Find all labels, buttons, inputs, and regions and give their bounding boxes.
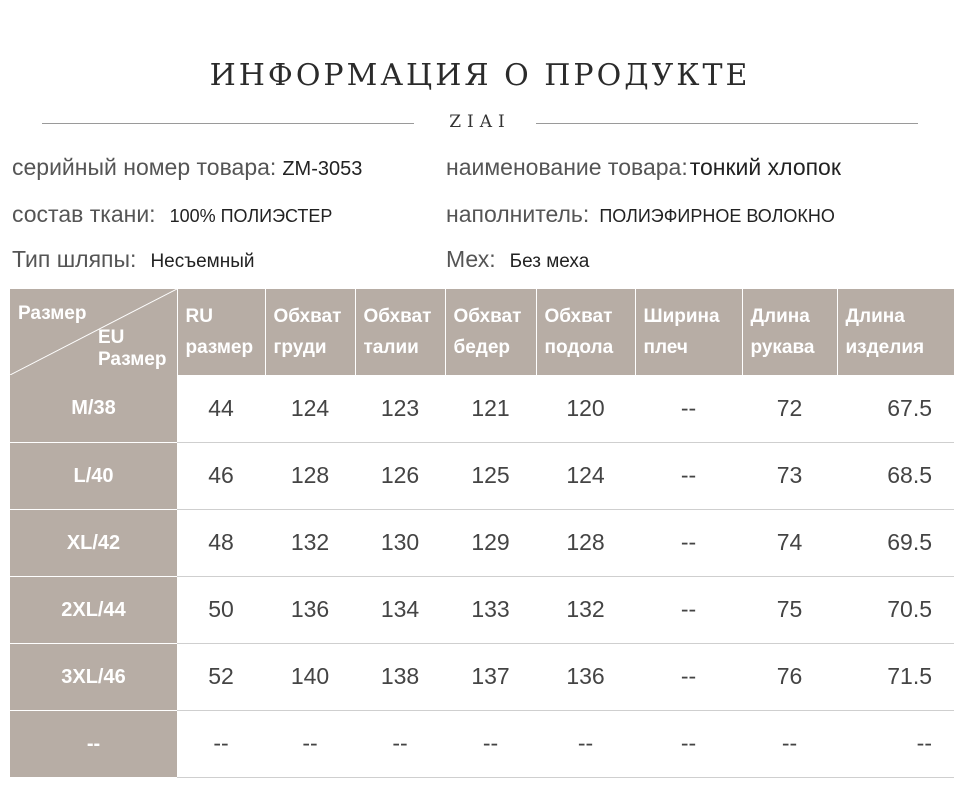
table-cell: 121 — [445, 375, 536, 442]
table-cell: -- — [635, 509, 742, 576]
table-cell: -- — [265, 710, 355, 777]
table-cell: 50 — [177, 576, 265, 643]
table-row — [10, 375, 954, 442]
brand-name: ZIAI — [449, 112, 511, 132]
fur-info — [446, 246, 589, 273]
table-cell: 68.5 — [837, 442, 954, 509]
page-title: ИНФОРМАЦИЯ О ПРОДУКТЕ — [209, 58, 751, 93]
filler-value: ПОЛИЭФИРНОЕ ВОЛОКНО — [599, 206, 835, 226]
header-waist: Обхват талии — [355, 289, 445, 375]
table-cell: -- — [837, 710, 954, 777]
serial-number-label: серийный номер товара: — [12, 154, 277, 180]
row-size: M/38 — [10, 375, 177, 442]
table-cell: 136 — [265, 576, 355, 643]
table-cell: 76 — [742, 643, 837, 710]
table-cell: 71.5 — [837, 643, 954, 710]
table-cell: 140 — [265, 643, 355, 710]
hat-type-label: Тип шляпы: — [12, 246, 137, 272]
table-cell: 124 — [536, 442, 635, 509]
table-cell: 128 — [536, 509, 635, 576]
table-cell: 137 — [445, 643, 536, 710]
header-ru-size: RU размер — [177, 289, 265, 375]
header-hips: Обхват бедер — [445, 289, 536, 375]
row-size: 3XL/46 — [10, 643, 177, 710]
table-cell: 130 — [355, 509, 445, 576]
table-cell: -- — [635, 442, 742, 509]
table-cell: 48 — [177, 509, 265, 576]
hat-type-value: Несъемный — [150, 251, 255, 272]
table-cell: 74 — [742, 509, 837, 576]
table-cell: 129 — [445, 509, 536, 576]
table-cell: 128 — [265, 442, 355, 509]
header-chest: Обхват груди — [265, 289, 355, 375]
table-cell: 52 — [177, 643, 265, 710]
corner-label-eu-size: Размер — [98, 349, 167, 370]
row-size: XL/42 — [10, 509, 177, 576]
size-chart-table — [10, 289, 955, 778]
hat-type-info — [12, 246, 255, 273]
filler-info — [446, 201, 835, 228]
table-cell: -- — [742, 710, 837, 777]
table-cell: -- — [445, 710, 536, 777]
fabric-value: 100% ПОЛИЭСТЕР — [169, 206, 333, 226]
product-name-value: тонкий хлопок — [689, 154, 841, 180]
table-cell: -- — [177, 710, 265, 777]
table-cell: 69.5 — [837, 509, 954, 576]
header-hem: Обхват подола — [536, 289, 635, 375]
table-cell: 132 — [265, 509, 355, 576]
header-sleeve: Длина рукава — [742, 289, 837, 375]
fur-label: Мех: — [446, 246, 496, 272]
corner-label-eu: EU — [98, 327, 125, 348]
fabric-info — [12, 201, 332, 228]
table-cell: 133 — [445, 576, 536, 643]
product-name-label: наименование товара: — [446, 154, 688, 180]
table-cell: 75 — [742, 576, 837, 643]
product-name-info — [446, 154, 841, 181]
table-cell: 136 — [536, 643, 635, 710]
header-shoulder: Ширина плеч — [635, 289, 742, 375]
table-cell: 67.5 — [837, 375, 954, 442]
fabric-label: состав ткани: — [12, 201, 156, 227]
table-cell: -- — [635, 375, 742, 442]
table-cell: -- — [355, 710, 445, 777]
divider-right — [536, 123, 918, 124]
table-row — [10, 576, 954, 643]
table-row — [10, 442, 954, 509]
serial-number-info — [12, 154, 362, 181]
table-cell: 120 — [536, 375, 635, 442]
table-cell: -- — [635, 710, 742, 777]
table-row — [10, 509, 954, 576]
filler-label: наполнитель: — [446, 201, 590, 227]
table-cell: -- — [635, 576, 742, 643]
row-size: -- — [10, 710, 177, 777]
corner-label-size: Размер — [18, 303, 87, 324]
header-length: Длина изделия — [837, 289, 954, 375]
row-size: 2XL/44 — [10, 576, 177, 643]
table-cell: 72 — [742, 375, 837, 442]
serial-number-value: ZM-3053 — [282, 158, 363, 180]
table-cell: -- — [635, 643, 742, 710]
table-cell: 125 — [445, 442, 536, 509]
table-cell: 126 — [355, 442, 445, 509]
row-size: L/40 — [10, 442, 177, 509]
table-cell: 132 — [536, 576, 635, 643]
table-row — [10, 643, 954, 710]
table-cell: 138 — [355, 643, 445, 710]
table-cell: 123 — [355, 375, 445, 442]
table-cell: 124 — [265, 375, 355, 442]
table-cell: 134 — [355, 576, 445, 643]
table-cell: 73 — [742, 442, 837, 509]
table-cell: 70.5 — [837, 576, 954, 643]
table-cell: 46 — [177, 442, 265, 509]
table-cell: -- — [536, 710, 635, 777]
table-row — [10, 710, 954, 777]
table-header-row — [10, 289, 954, 375]
table-cell: 44 — [177, 375, 265, 442]
corner-header — [10, 289, 177, 375]
fur-value: Без меха — [509, 251, 590, 272]
